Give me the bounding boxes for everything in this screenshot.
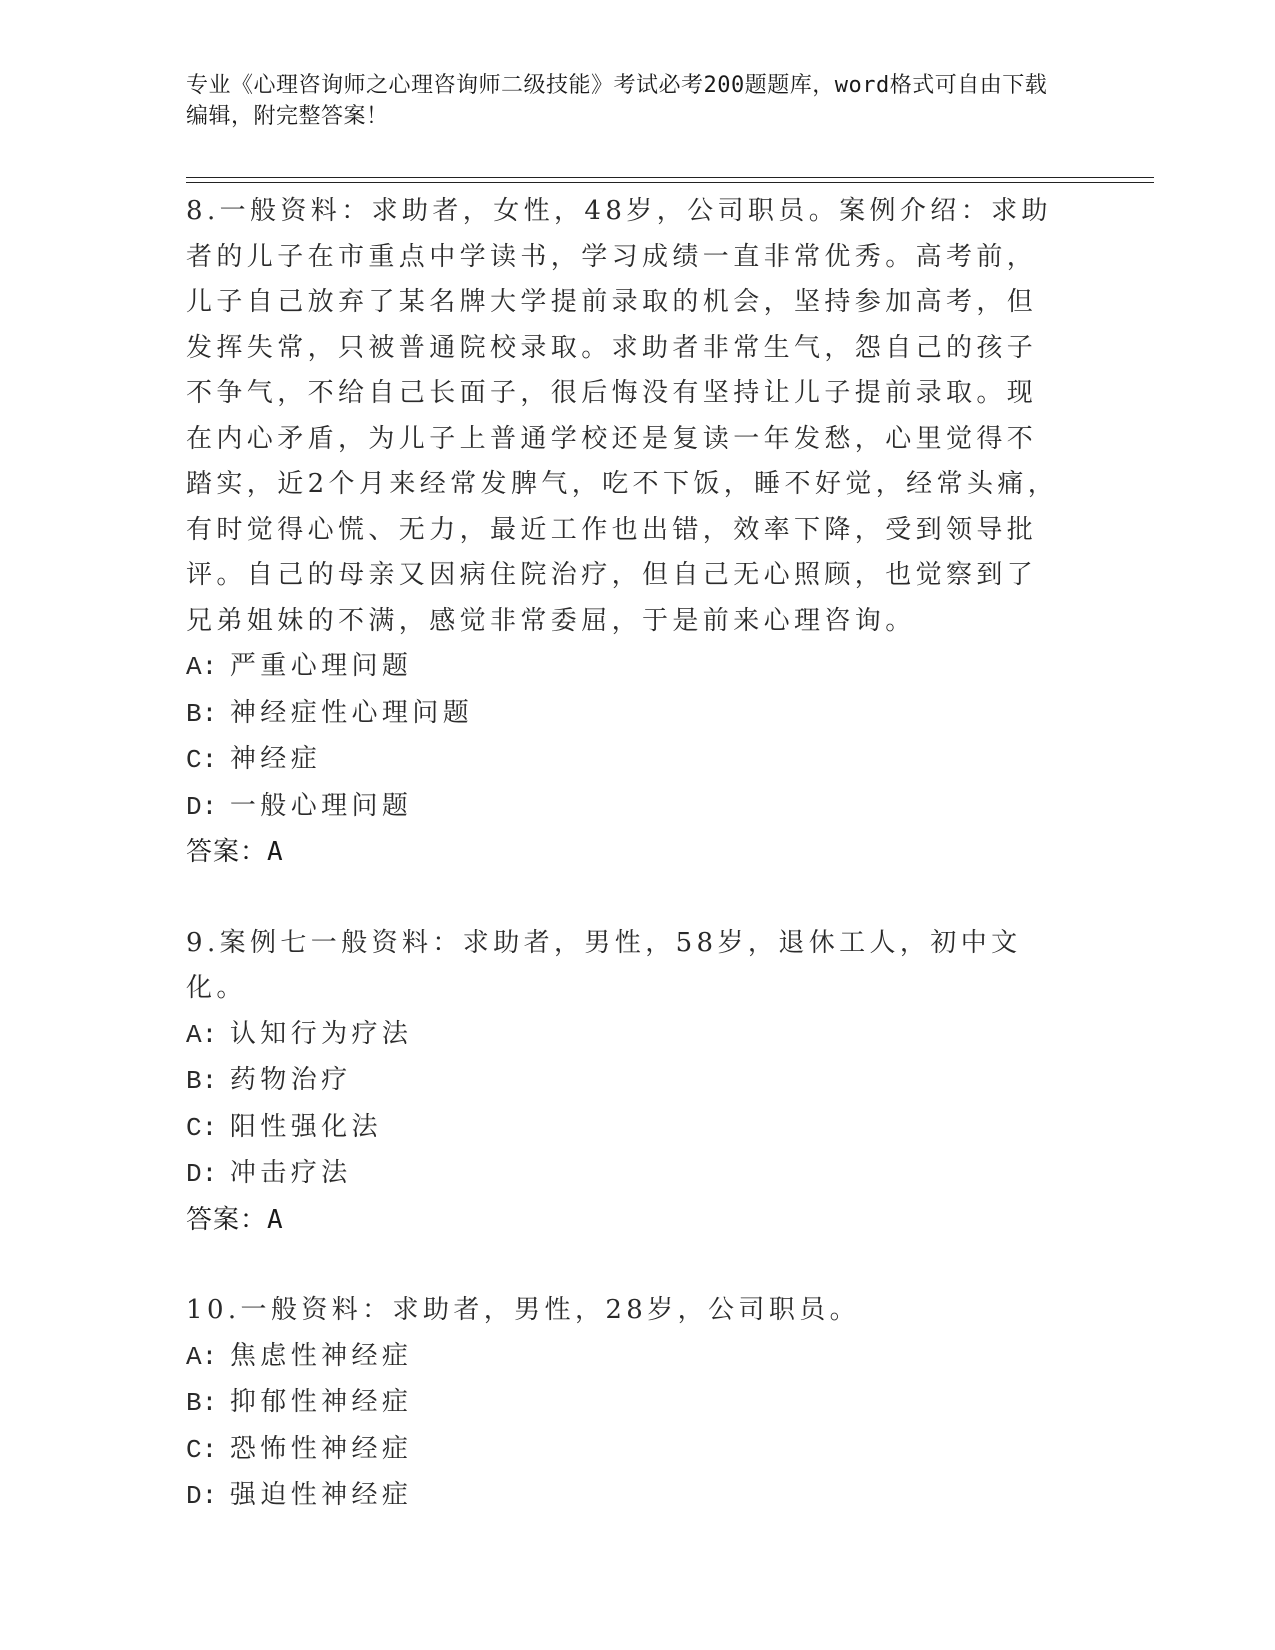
option-key: C: — [186, 1434, 218, 1465]
option-key: A: — [186, 1019, 218, 1050]
spacer — [186, 1243, 1066, 1288]
header-divider-bottom — [186, 182, 1154, 183]
question-list — [186, 189, 1066, 1520]
option-text: 冲击疗法 — [229, 1158, 352, 1188]
option-c — [186, 1427, 1066, 1474]
option-d — [186, 1151, 1066, 1198]
option-text: 严重心理问题 — [229, 651, 413, 681]
header-divider-top — [186, 177, 1154, 178]
option-b — [186, 691, 1066, 738]
option-text: 焦虑性神经症 — [229, 1340, 413, 1371]
option-text: 恐怖性神经症 — [229, 1433, 413, 1464]
option-a — [186, 1334, 1066, 1381]
option-key: A: — [186, 652, 218, 682]
answer-label: 答案： — [186, 837, 268, 867]
option-key: C: — [186, 1112, 218, 1143]
option-text: 一般心理问题 — [229, 790, 413, 821]
option-key: D: — [186, 1159, 218, 1189]
question-stem: 8.一般资料：求助者，女性，48岁，公司职员。案例介绍：求助者的儿子在市重点中学读书，学习成绩一直非常优秀。高考前，儿子自己放弃了某名牌大学提前录取的机会，坚持参加高考，但发挥失常，只被普通院校录取。求助者非常生气，怨自己的孩子不争气，不给自己长面子，很后悔没有坚持让儿子提前录取。现在内心矛盾，为儿子上普通学校还是复读一年发愁，心里觉得不踏实，近2个月来经常发脾气，吃不下饭，睡不好觉，经常头痛，有时觉得心慌、无力，最近工作也出错，效率下降，受到领导批评。自己的母亲又因病住院治疗，但自己无心照顾，也觉察到了兄弟姐妹的不满，感觉非常委屈，于是前来心理咨询。 — [186, 196, 1059, 636]
option-key: C: — [186, 745, 218, 775]
option-text: 神经症 — [229, 744, 322, 774]
question-9 — [186, 921, 1066, 1244]
option-key: B: — [186, 698, 218, 729]
answer-value: A — [267, 837, 284, 867]
question-stem: 10.一般资料：求助者，男性，28岁，公司职员。 — [186, 1295, 861, 1325]
option-b — [186, 1380, 1066, 1427]
option-text: 抑郁性神经症 — [229, 1387, 413, 1417]
option-d — [186, 1473, 1066, 1520]
document-title: 专业《心理咨询师之心理咨询师二级技能》考试必考200题题库，word格式可自由下载编辑，附完整答案！ — [186, 73, 1048, 129]
option-key: B: — [186, 1066, 218, 1096]
answer-label: 答案： — [186, 1204, 268, 1235]
option-text: 药物治疗 — [229, 1065, 352, 1095]
answer-line — [186, 1198, 1066, 1244]
document-header — [186, 70, 1066, 132]
option-text: 神经症性心理问题 — [229, 697, 474, 728]
option-b — [186, 1058, 1066, 1105]
option-key: B: — [186, 1388, 218, 1418]
question-10 — [186, 1288, 1066, 1520]
option-text: 强迫性神经症 — [229, 1480, 413, 1510]
option-a — [186, 1012, 1066, 1059]
option-key: A: — [186, 1341, 218, 1372]
option-text: 认知行为疗法 — [229, 1018, 413, 1049]
answer-value: A — [267, 1204, 284, 1235]
option-d — [186, 784, 1066, 831]
option-key: D: — [186, 791, 218, 822]
question-stem: 9.案例七一般资料：求助者，男性，58岁，退休工人，初中文化。 — [186, 927, 1022, 1003]
option-key: D: — [186, 1481, 218, 1511]
option-c — [186, 737, 1066, 784]
option-text: 阳性强化法 — [229, 1111, 382, 1142]
answer-line — [186, 830, 1066, 876]
option-a — [186, 644, 1066, 691]
option-c — [186, 1105, 1066, 1152]
spacer — [186, 876, 1066, 921]
question-8 — [186, 189, 1066, 876]
